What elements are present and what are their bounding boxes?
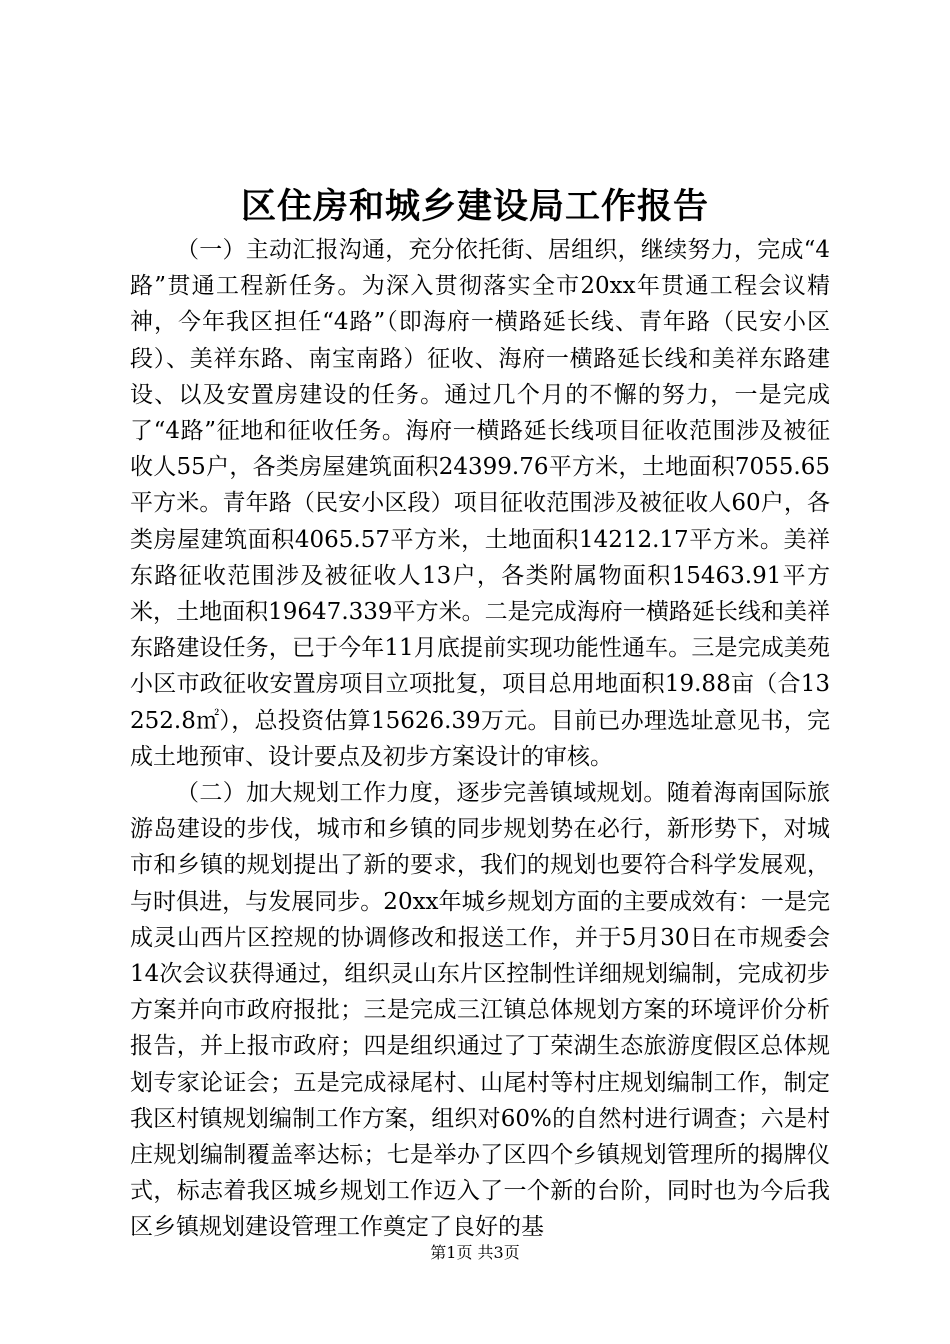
paragraph-1: （一）主动汇报沟通，充分依托街、居组织，继续努力，完成“4路”贯通工程新任务。为深入贯彻落实全市20xx年贯通工程会议精神，今年我区担任“4路”（即海府一横路延长线、青年路（民安小区段）、美祥东路、南宝南路）征收、海府一横路延长线和美祥东路建设、以及安置房建设的任务。通过几个月的不懈的努力，一是完成了“4路”征地和征收任务。海府一横路延长线项目征收范围涉及被征收人55户，各类房屋建筑面积24399.76平方米，土地面积7055.65平方米。青年路（民安小区段）项目征收范围涉及被征收人60户，各类房屋建筑面积4065.57平方米，土地面积14212.17平方米。美祥东路征收范围涉及被征收人13户，各类附属物面积15463.91平方米，土地面积19647.339平方米。二是完成海府一横路延长线和美祥东路建设任务，已于今年11月底提前实现功能性通车。三是完成美苑小区市政征收安置房项目立项批复，项目总用地面积19.88亩（合13252.8㎡），总投资估算15626.39万元。目前已办理选址意见书，完成土地预审、设计要点及初步方案设计的审核。 <box>130 237 830 770</box>
paragraph-2: （二）加大规划工作力度，逐步完善镇域规划。随着海南国际旅游岛建设的步伐，城市和乡镇的同步规划势在必行，新形势下，对城市和乡镇的规划提出了新的要求，我们的规划也要符合科学发展观，与时俱进，与发展同步。20xx年城乡规划方面的主要成效有：一是完成灵山西片区控规的协调修改和报送工作，并于5月30日在市规委会14次会议获得通过，组织灵山东片区控制性详细规划编制，完成初步方案并向市政府报批；三是完成三江镇总体规划方案的环境评价分析报告，并上报市政府；四是组织通过了丁荣湖生态旅游度假区总体规划专家论证会；五是完成禄尾村、山尾村等村庄规划编制工作，制定我区村镇规划编制工作方案，组织对60%的自然村进行调查；六是村庄规划编制覆盖率达标；七是举办了区四个乡镇规划管理所的揭牌仪式，标志着我区城乡规划工作迈入了一个新的台阶，同时也为今后我区乡镇规划建设管理工作奠定了良好的基 <box>130 780 830 1241</box>
document-title: 区住房和城乡建设局工作报告 <box>240 186 709 227</box>
page-number-footer: 第1页 共3页 <box>430 1243 520 1262</box>
document-body <box>130 232 830 1246</box>
